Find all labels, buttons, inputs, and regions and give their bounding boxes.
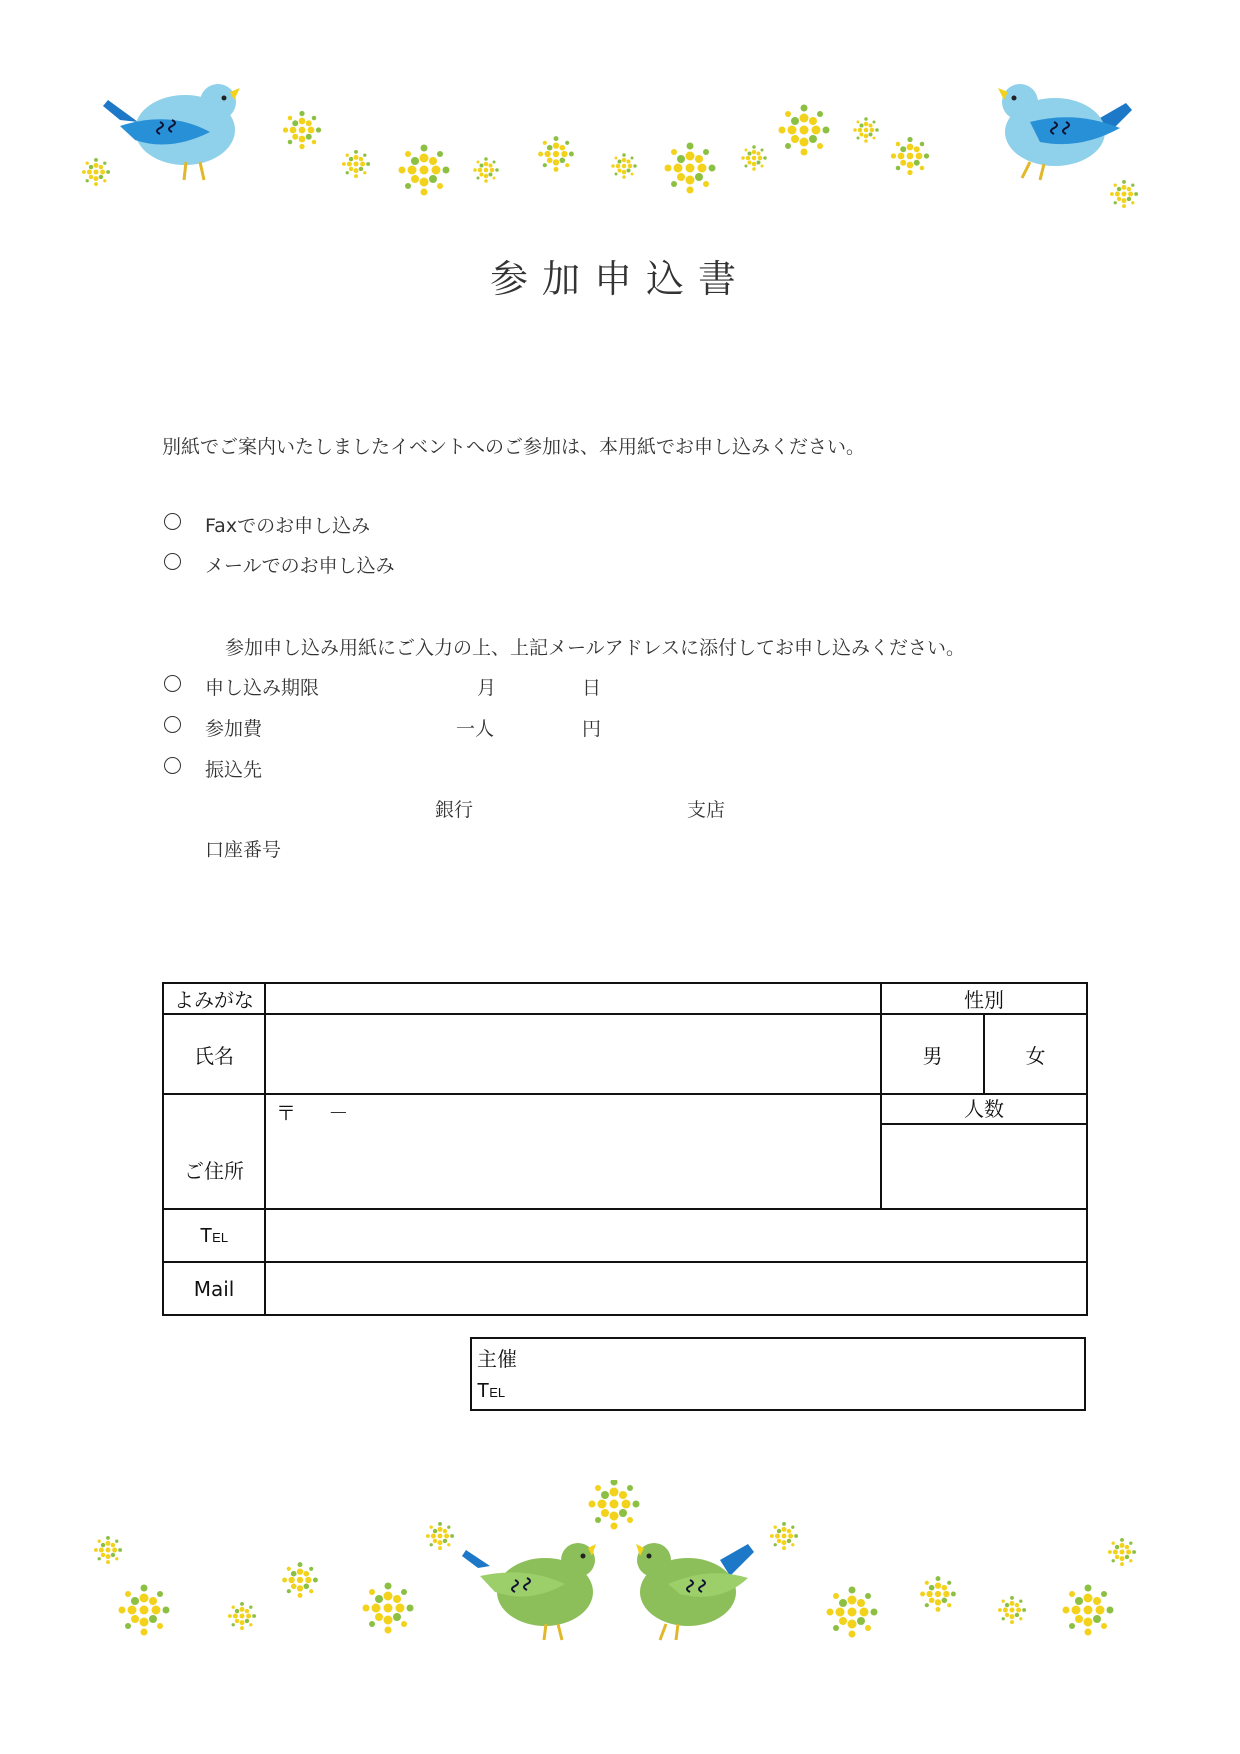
blue-bird-right-icon [998,84,1132,180]
name-field[interactable] [265,1014,881,1094]
postal-dash: － [328,1101,349,1125]
top-decoration [0,70,1240,220]
instruction-text: 参加申し込み用紙にご入力の上、上記メールアドレスに添付してお申し込みください。 [225,637,966,659]
option-fax[interactable] [164,513,181,535]
gender-label: 性別 [881,983,1087,1014]
flower-icon [538,136,574,172]
option-mail[interactable] [164,553,181,575]
table-row [163,1262,1087,1315]
flower-icon [770,1522,798,1550]
page-title: 参加申込書 [489,257,750,301]
gender-male-option[interactable]: 男 [881,1014,984,1094]
name-label: 氏名 [163,1014,265,1094]
transfer-bullet-icon [164,757,181,774]
branch-label: 支店 [687,799,726,821]
furigana-field[interactable] [265,983,881,1014]
flower-icon [920,1576,956,1612]
organizer-box [470,1337,1086,1411]
mail-label: Mail [163,1262,265,1315]
flower-icon [94,1536,122,1564]
flower-icon [82,158,110,186]
organizer-label: 主催 [477,1347,517,1371]
organizer-tel: TEL [477,1380,506,1402]
flower-icon [665,143,716,194]
intro-text: 別紙でご案内いたしましたイベントへのご参加は、本用紙でお申し込みください。 [162,436,866,458]
flower-icon [891,137,929,175]
flower-icon [283,111,321,149]
address-label: ご住所 [163,1094,265,1209]
flower-icon [1108,1538,1136,1566]
flower-icon [426,1522,454,1550]
deadline-day: 日 [582,677,602,699]
gender-female-option[interactable]: 女 [984,1014,1087,1094]
table-row [163,1209,1087,1262]
flower-icon [611,153,637,179]
flower-icon [363,1583,414,1634]
people-cell [881,1094,1087,1209]
option-mail-radio[interactable] [164,553,181,570]
furigana-label: よみがな [163,983,265,1014]
mail-field[interactable] [265,1262,1087,1315]
flower-icon [282,1562,318,1598]
flower-icon [741,145,767,171]
flower-icon [399,145,450,196]
fee-bullet-icon [164,716,181,733]
address-field[interactable] [265,1094,881,1209]
table-row [163,983,1087,1014]
flower-icon [1063,1585,1114,1636]
flower-icon [1110,180,1138,208]
bottom-decoration [0,1480,1240,1650]
option-fax-label: Faxでのお申し込み [205,515,371,537]
flower-icon [589,1480,640,1530]
tel-field[interactable] [265,1209,1087,1262]
deadline-bullet-icon [164,675,181,692]
fee-per-person: 一人 [456,718,495,740]
bank-label: 銀行 [435,799,474,821]
option-mail-label: メールでのお申し込み [205,555,395,577]
application-form-table [162,982,1088,1316]
flower-icon [853,117,879,143]
flower-icon [779,105,830,156]
flower-icon [119,1585,170,1636]
table-row [163,1094,1087,1209]
people-field[interactable] [882,1125,1086,1207]
account-label: 口座番号 [205,839,282,861]
flower-icon [342,150,370,178]
table-row [163,1014,1087,1094]
deadline-month: 月 [477,677,497,699]
flower-icon [228,1602,256,1630]
fee-yen: 円 [582,718,602,740]
fee-label: 参加費 [205,718,263,740]
people-label: 人数 [882,1095,1086,1125]
flower-icon [473,157,499,183]
tel-label: TEL [163,1209,265,1262]
option-fax-radio[interactable] [164,513,181,530]
flower-icon [827,1587,878,1638]
green-bird-right-icon [636,1543,754,1640]
green-bird-left-icon [462,1543,596,1640]
transfer-label: 振込先 [205,759,263,781]
postal-mark: 〒 [276,1101,296,1125]
flower-icon [998,1596,1026,1624]
blue-bird-left-icon [103,84,240,180]
deadline-label: 申し込み期限 [205,677,320,699]
